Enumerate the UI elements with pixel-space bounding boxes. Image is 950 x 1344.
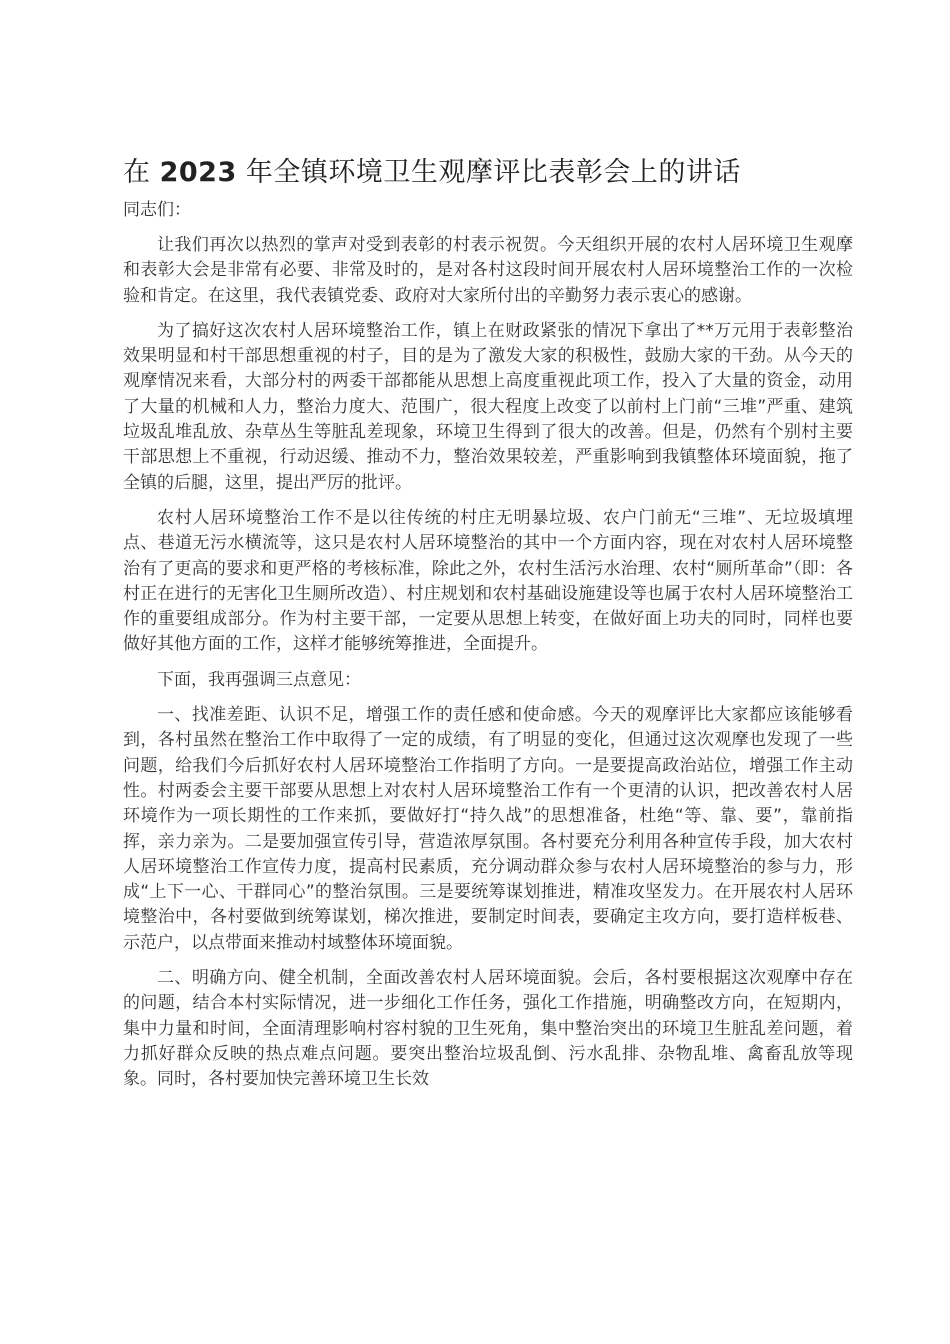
- paragraph-6: 二、明确方向、健全机制，全面改善农村人居环境面貌。会后，各村要根据这次观摩中存在的问题，结合本村实际情况，进一步细化工作任务，强化工作措施，明确整改方向，在短期内，集中力量和时间，全面清理影响村容村貌的卫生死角，集中整治突出的环境卫生脏乱差问题，着力抓好群众反映的热点难点问题。要突出整治垃圾乱倒、污水乱排、杂物乱堆、禽畜乱放等现象。同时，各村要加快完善环境卫生长效: [123, 968, 853, 1090]
- salutation: 同志们：: [123, 200, 191, 220]
- document-page: [123, 150, 853, 1103]
- title-prefix: 在: [123, 157, 151, 188]
- paragraph-2: 为了搞好这次农村人居环境整治工作，镇上在财政紧张的情况下拿出了**万元用于表彰整治效果明显和村干部思想重视的村子，目的是为了激发大家的积极性，鼓励大家的干劲。从今天的观摩情况来看，大部分村的两委干部都能从思想上高度重视此项工作，投入了大量的资金，动用了大量的机械和人力，整治力度大、范围广，很大程度上改变了以前村上门前“三堆”严重、建筑垃圾乱堆乱放、杂草丛生等脏乱差现象，环境卫生得到了很大的改善。但是，仍然有个别村主要干部思想上不重视，行动迟缓、推动不力，整治效果较差，严重影响到我镇整体环境面貌，拖了全镇的后腿，这里，提出严厉的批评。: [123, 320, 853, 493]
- title-year: 2023: [159, 157, 237, 188]
- paragraph-3: 农村人居环境整治工作不是以往传统的村庄无明暴垃圾、农户门前无“三堆”、无垃圾填埋点、巷道无污水横流等，这只是农村人居环境整治的其中一个方面内容，现在对农村人居环境整治有了更高的要求和更严格的考核标准，除此之外，农村生活污水治理、农村“厕所革命”（即：各村正在进行的无害化卫生厕所改造）、村庄规划和农村基础设施建设等也属于农村人居环境整治工作的重要组成部分。作为村主要干部，一定要从思想上转变，在做好面上功夫的同时，同样也要做好其他方面的工作，这样才能够统筹推进，全面提升。: [123, 507, 853, 655]
- title-suffix: 年全镇环境卫生观摩评比表彰会上的讲话: [245, 157, 741, 188]
- document-title: [123, 150, 853, 196]
- paragraph-4: 下面，我再强调三点意见：: [157, 669, 361, 690]
- paragraph-5: 一、找准差距、认识不足，增强工作的责任感和使命感。今天的观摩评比大家都应该能够看到，各村虽然在整治工作中取得了一定的成绩，有了明显的变化，但通过这次观摩也发现了一些问题，给我们今后抓好农村人居环境整治工作指明了方向。一是要提高政治站位，增强工作主动性。村两委会主要干部要从思想上对农村人居环境整治工作有一个更清的认识，把改善农村人居环境作为一项长期性的工作来抓，要做好打“持久战”的思想准备，杜绝“等、靠、要”，靠前指挥，亲力亲为。二是要加强宣传引导，营造浓厚氛围。各村要充分利用各种宣传手段，加大农村人居环境整治工作宣传力度，提高村民素质，充分调动群众参与农村人居环境整治的参与力，形成“上下一心、干群同心”的整治氛围。三是要统筹谋划推进，精准攻坚发力。在开展农村人居环境整治中，各村要做到统筹谋划，梯次推进，要制定时间表，要确定主攻方向，要打造样板巷、示范户，以点带面来推动村域整体环境面貌。: [123, 705, 853, 953]
- paragraph-1: 让我们再次以热烈的掌声对受到表彰的村表示祝贺。今天组织开展的农村人居环境卫生观摩和表彰大会是非常有必要、非常及时的，是对各村这段时间开展农村人居环境整治工作的一次检验和肯定。在这里，我代表镇党委、政府对大家所付出的辛勤努力表示衷心的感谢。: [123, 235, 853, 306]
